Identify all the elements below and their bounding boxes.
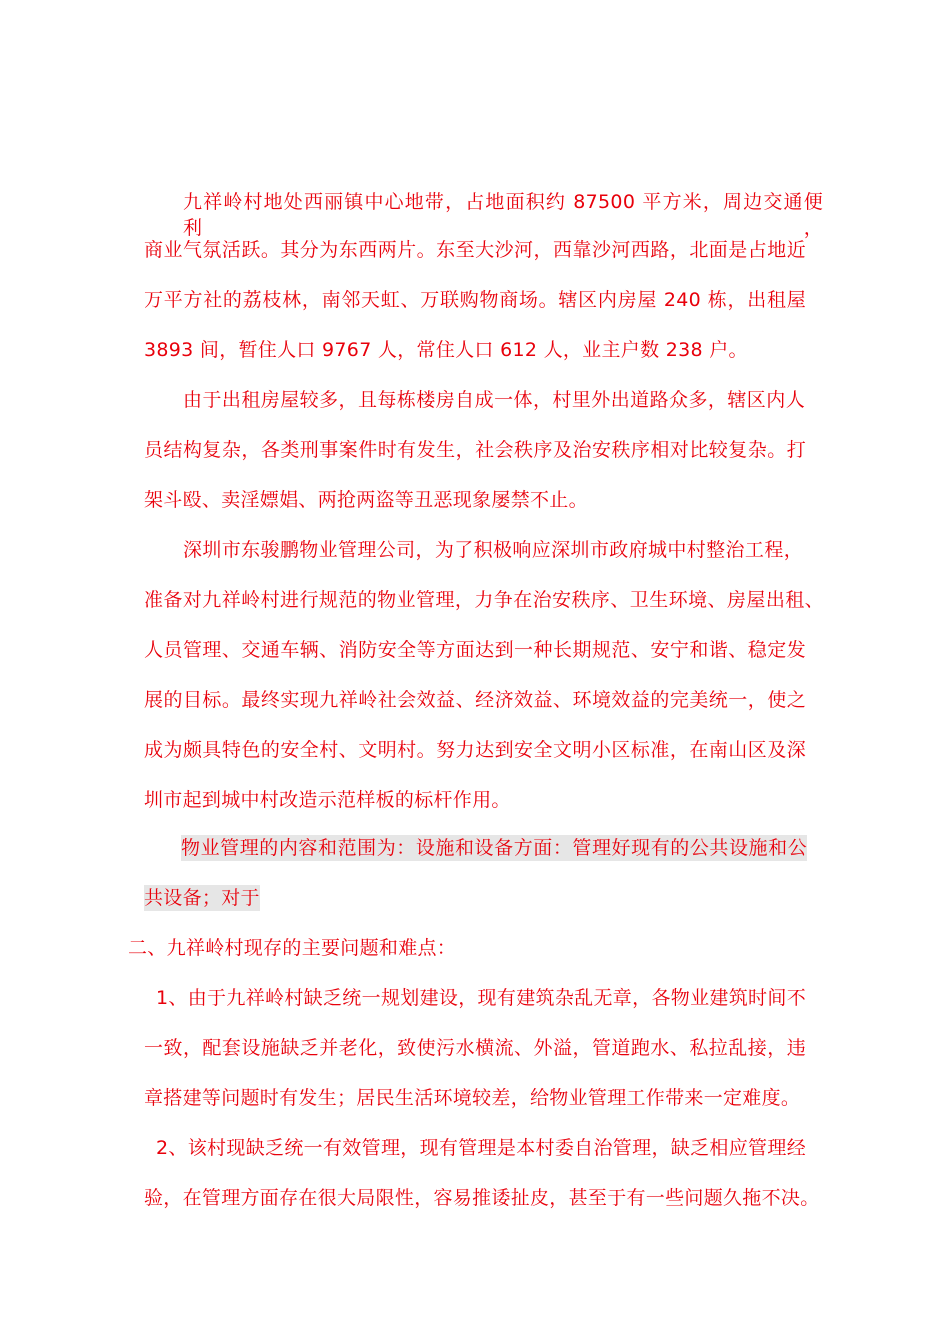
text-line: 深圳市东骏鹏物业管理公司，为了积极响应深圳市政府城中村整治工程， <box>183 539 803 561</box>
section-heading: 二、九祥岭村现存的主要问题和难点： <box>128 937 457 959</box>
text-line: 1、由于九祥岭村缺乏统一规划建设，现有建筑杂乱无章，各物业建筑时间不 <box>156 987 806 1009</box>
highlighted-text-line: 共设备；对于 <box>144 887 260 909</box>
text-line: 展的目标。最终实现九祥岭社会效益、经济效益、环境效益的完美统一，使之 <box>144 689 806 711</box>
text-line: 一致，配套设施缺乏并老化，致使污水横流、外溢，管道跑水、私拉乱接，违 <box>144 1037 806 1059</box>
text-line: 万平方社的荔枝林，南邻天虹、万联购物商场。辖区内房屋 240 栋，出租屋 <box>144 289 806 311</box>
text-line: 2、该村现缺乏统一有效管理，现有管理是本村委自治管理，缺乏相应管理经 <box>156 1137 806 1159</box>
text-line: 员结构复杂，各类刑事案件时有发生，社会秩序及治安秩序相对比较复杂。打 <box>144 439 806 461</box>
highlighted-text-line: 物业管理的内容和范围为：设施和设备方面：管理好现有的公共设施和公 <box>181 837 807 859</box>
text-line: 商业气氛活跃。其分为东西两片。东至大沙河，西靠沙河西路，北面是占地近 <box>144 239 806 261</box>
text-line: 九祥岭村地处西丽镇中心地带，占地面积约 87500 平方米，周边交通便利， <box>183 191 823 239</box>
text-line: 章搭建等问题时有发生；居民生活环境较差，给物业管理工作带来一定难度。 <box>144 1087 801 1109</box>
text-line: 准备对九祥岭村进行规范的物业管理，力争在治安秩序、卫生环境、房屋出租、 <box>144 589 824 611</box>
text-line: 架斗殴、卖淫嫖娼、两抢两盗等丑恶现象屡禁不止。 <box>144 489 588 511</box>
text-line: 验，在管理方面存在很大局限性，容易推诿扯皮，甚至于有一些问题久拖不决。 <box>144 1187 820 1209</box>
text-line: 由于出租房屋较多，且每栋楼房自成一体，村里外出道路众多，辖区内人 <box>183 389 805 411</box>
text-line: 成为颇具特色的安全村、文明村。努力达到安全文明小区标准，在南山区及深 <box>144 739 806 761</box>
text-line: 3893 间，暂住人口 9767 人，常住人口 612 人，业主户数 238 户。 <box>144 339 748 361</box>
text-line: 人员管理、交通车辆、消防安全等方面达到一种长期规范、安宁和谐、稳定发 <box>144 639 806 661</box>
text-line: 圳市起到城中村改造示范样板的标杆作用。 <box>144 789 511 811</box>
